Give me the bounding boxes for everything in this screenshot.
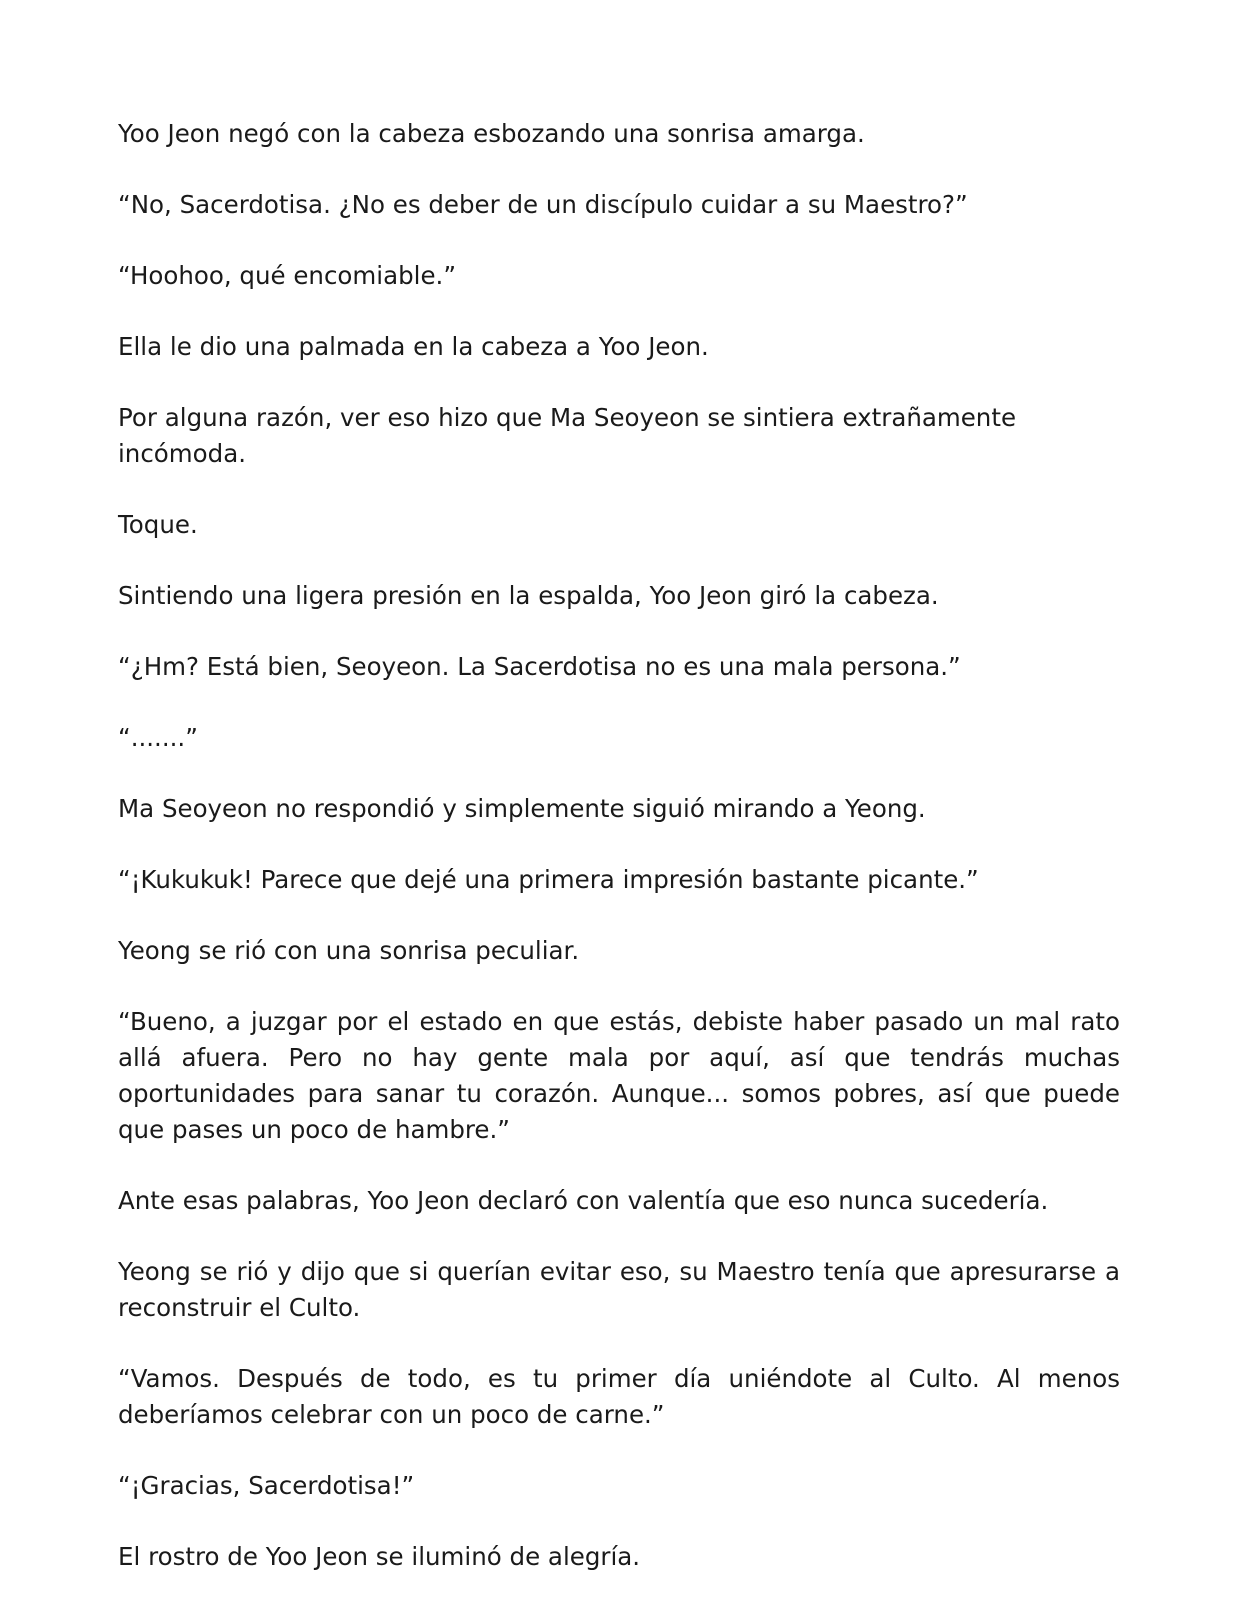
- paragraph: Toque.: [118, 510, 198, 539]
- paragraph: “.......”: [118, 723, 198, 752]
- paragraph: Yoo Jeon negó con la cabeza esbozando una sonrisa amarga.: [118, 119, 865, 148]
- document-page: [118, 116, 1120, 1610]
- paragraph: “¡Gracias, Sacerdotisa!”: [118, 1471, 415, 1500]
- paragraph: “¿Hm? Está bien, Seoyeon. La Sacerdotisa no es una mala persona.”: [118, 652, 961, 681]
- paragraph: Yeong se rió con una sonrisa peculiar.: [118, 936, 580, 965]
- paragraph: Ella le dio una palmada en la cabeza a Yoo Jeon.: [118, 332, 709, 361]
- paragraph: “Vamos. Después de todo, es tu primer día uniéndote al Culto. Al menos deberíamos celebrar con un poco de carne.”: [118, 1364, 1120, 1429]
- paragraph: “No, Sacerdotisa. ¿No es deber de un discípulo cuidar a su Maestro?”: [118, 190, 968, 219]
- paragraph: Ma Seoyeon no respondió y simplemente siguió mirando a Yeong.: [118, 794, 926, 823]
- paragraph: Yeong se rió y dijo que si querían evitar eso, su Maestro tenía que apresurarse a reconstruir el Culto.: [118, 1257, 1120, 1322]
- paragraph: “Bueno, a juzgar por el estado en que estás, debiste haber pasado un mal rato allá afuera. Pero no hay gente mala por aquí, así que tendrás muchas oportunidades para sanar tu corazón. Aunque... somos pobres, así que puede que pases un poco de hambre.”: [118, 1007, 1120, 1144]
- paragraph: Sintiendo una ligera presión en la espalda, Yoo Jeon giró la cabeza.: [118, 581, 939, 610]
- paragraph: Ante esas palabras, Yoo Jeon declaró con valentía que eso nunca sucedería.: [118, 1186, 1049, 1215]
- paragraph: Por alguna razón, ver eso hizo que Ma Seoyeon se sintiera extrañamente incómoda.: [118, 403, 1017, 468]
- paragraph: El rostro de Yoo Jeon se iluminó de alegría.: [118, 1542, 641, 1571]
- paragraph: “Hoohoo, qué encomiable.”: [118, 261, 457, 290]
- paragraph: “¡Kukukuk! Parece que dejé una primera impresión bastante picante.”: [118, 865, 979, 894]
